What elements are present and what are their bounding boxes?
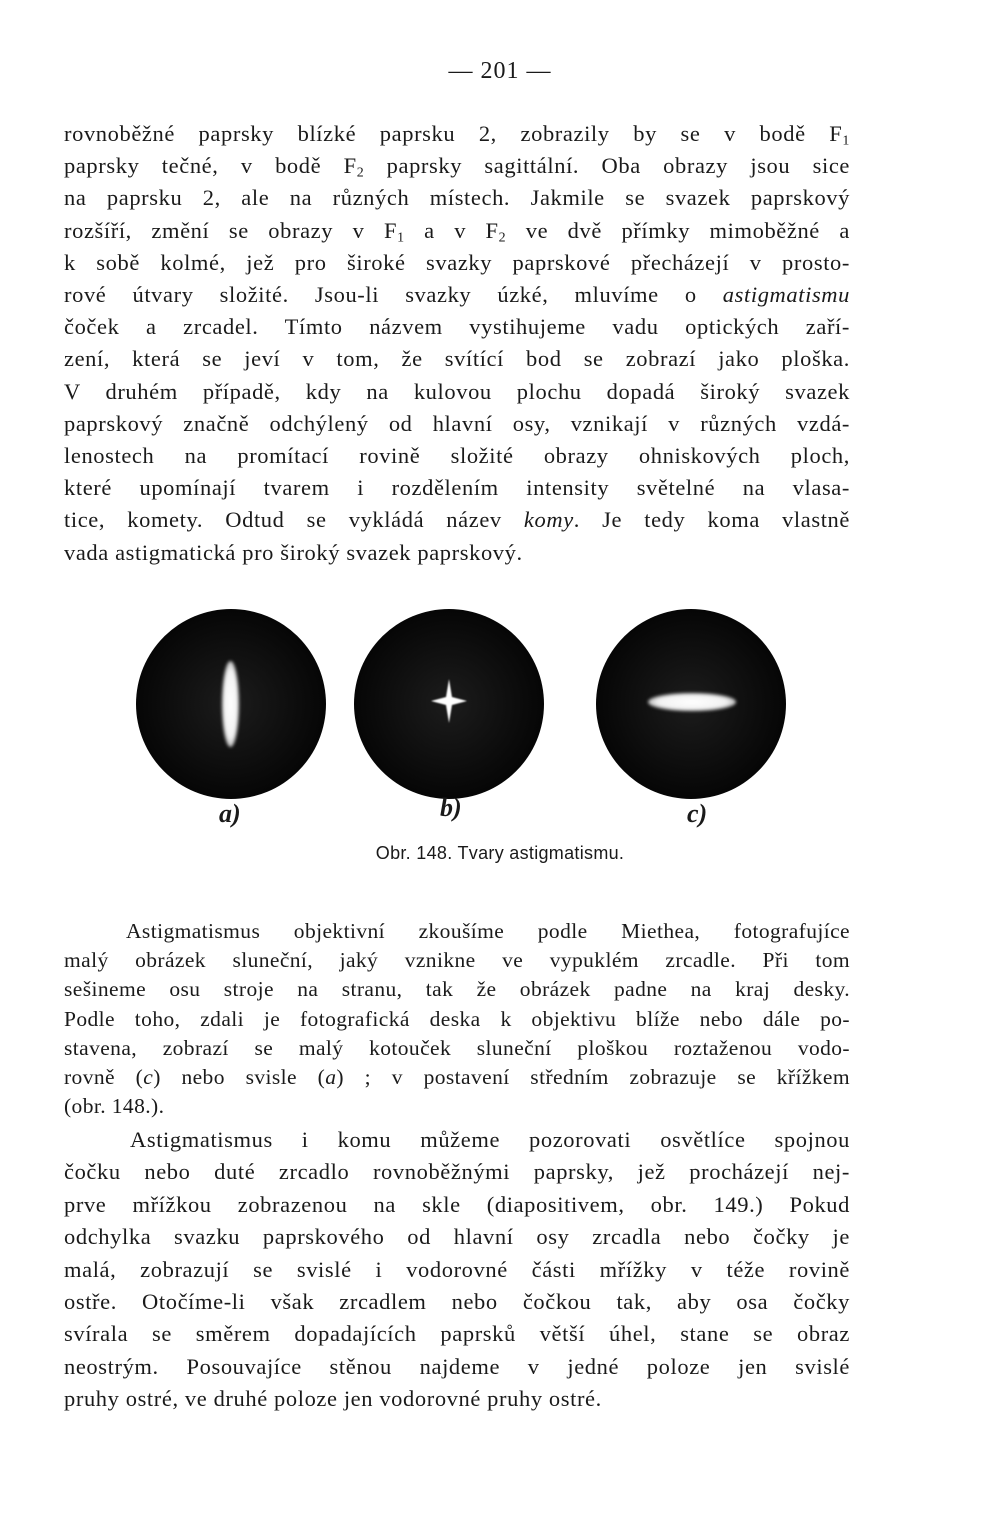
text-line: ostře. Otočíme-li však zrcadlem nebo čočkou tak, aby osa čočky (64, 1289, 850, 1315)
text-line: Astigmatismus i komu můžeme pozorovati osvětlíce spojnou (130, 1127, 850, 1152)
disc-vertical-spot (136, 609, 326, 799)
horizontal-spot (648, 693, 736, 711)
text-line: na paprsku 2, ale na různých místech. Jakmile se svazek paprskový (64, 185, 850, 211)
text-line: k sobě kolmé, jež pro široké svazky paprskové přecházejí v prosto- (64, 249, 850, 275)
text-line: paprskový značně odchýlený od hlavní osy, vznikají v různých vzdá- (64, 410, 850, 436)
text-line: rovně (c) nebo svisle (a) ; v postavení středním zobrazuje se křížkem (64, 1065, 850, 1090)
paragraph-3 (64, 1124, 850, 1416)
emphasis-term: astigmatismu (722, 282, 850, 308)
paragraph-1 (64, 118, 850, 569)
text-line: paprsky tečné, v bodě $F_2$ paprsky sagittální. Oba obrazy jsou sice (64, 153, 850, 181)
text-line: svírala se směrem dopadajících paprsků větší úhel, stane se obraz (64, 1321, 850, 1347)
figure-caption: Obr. 148. Tvary astigmatismu. (375, 843, 625, 863)
text-line: (obr. 148.). (64, 1094, 165, 1119)
text-line: lenostech na promítací rovině složité obrazy ohniskových ploch, (64, 443, 850, 469)
figure-148 (0, 603, 1000, 893)
text-line: Astigmatismus objektivní zkoušíme podle Miethea, fotografujíce (126, 919, 850, 943)
text-line: odchylka svazku paprskového od hlavní osy zrcadla nebo čočky je (64, 1224, 850, 1250)
figure-label-b: b) (440, 793, 462, 822)
text-line: rozšíří, změní se obrazy v $F_1$ a v $F_2$ ve dvě přímky mimoběžné a (64, 217, 850, 246)
text-line: čoček a zrcadel. Tímto názvem vystihujeme vadu optických zaří- (64, 314, 850, 340)
page-number: — 201 — (448, 58, 552, 84)
disc-cross-spot (354, 609, 544, 799)
text-line: sešineme osu stroje na stranu, tak že obrázek padne na kraj desky. (64, 977, 850, 1002)
text-line: prve mřížkou zobrazenou na skle (diapositivem, obr. 149.) Pokud (64, 1191, 850, 1217)
figure-label-c: c) (687, 799, 708, 828)
vertical-spot (222, 661, 239, 747)
text-line: stavena, zobrazí se malý kotouček sluneční ploškou roztaženou vodo- (64, 1035, 850, 1060)
text-line: rové útvary složité. Jsou-li svazky úzké, mluvíme o astigmatismu (64, 282, 850, 308)
emphasis-term: komy (523, 507, 574, 533)
text-line: vada astigmatická pro široký svazek paprskový. (64, 539, 523, 565)
text-line: malý obrázek sluneční, jaký vznikne ve vypuklém zrcadle. Při tom (64, 948, 850, 973)
disc-horizontal-spot (596, 609, 786, 799)
text-line: rovnoběžné paprsky blízké paprsku 2, zobrazily by se v bodě $F_1$ (64, 121, 850, 149)
text-line: zení, která se jeví v tom, že svítící bod se zobrazí jako ploška. (64, 346, 850, 372)
text-line: pruhy ostré, ve druhé poloze jen vodorovné pruhy ostré. (64, 1386, 602, 1412)
text-line: tice, komety. Odtud se vykládá název komy. Je tedy koma vlastně (64, 507, 850, 533)
text-line: čočku nebo duté zrcadlo rovnoběžnými paprsky, jež procházejí nej- (64, 1159, 850, 1185)
text-line: které upomínají tvarem i rozdělením intensity světelné na vlasa- (64, 475, 850, 501)
text-line: Podle toho, zdali je fotografická deska k objektivu blíže nebo dále po- (64, 1006, 850, 1031)
cross-spot (429, 677, 469, 725)
text-line: neostrým. Posouvajíce stěnou najdeme v jedné poloze jen svislé (64, 1353, 850, 1379)
text-line: malá, zobrazují se svislé i vodorovné části mřížky v téže rovině (64, 1256, 850, 1282)
paragraph-2 (64, 917, 850, 1121)
figure-label-a: a) (219, 799, 241, 828)
text-line: V druhém případě, kdy na kulovou plochu dopadá široký svazek (64, 378, 850, 404)
